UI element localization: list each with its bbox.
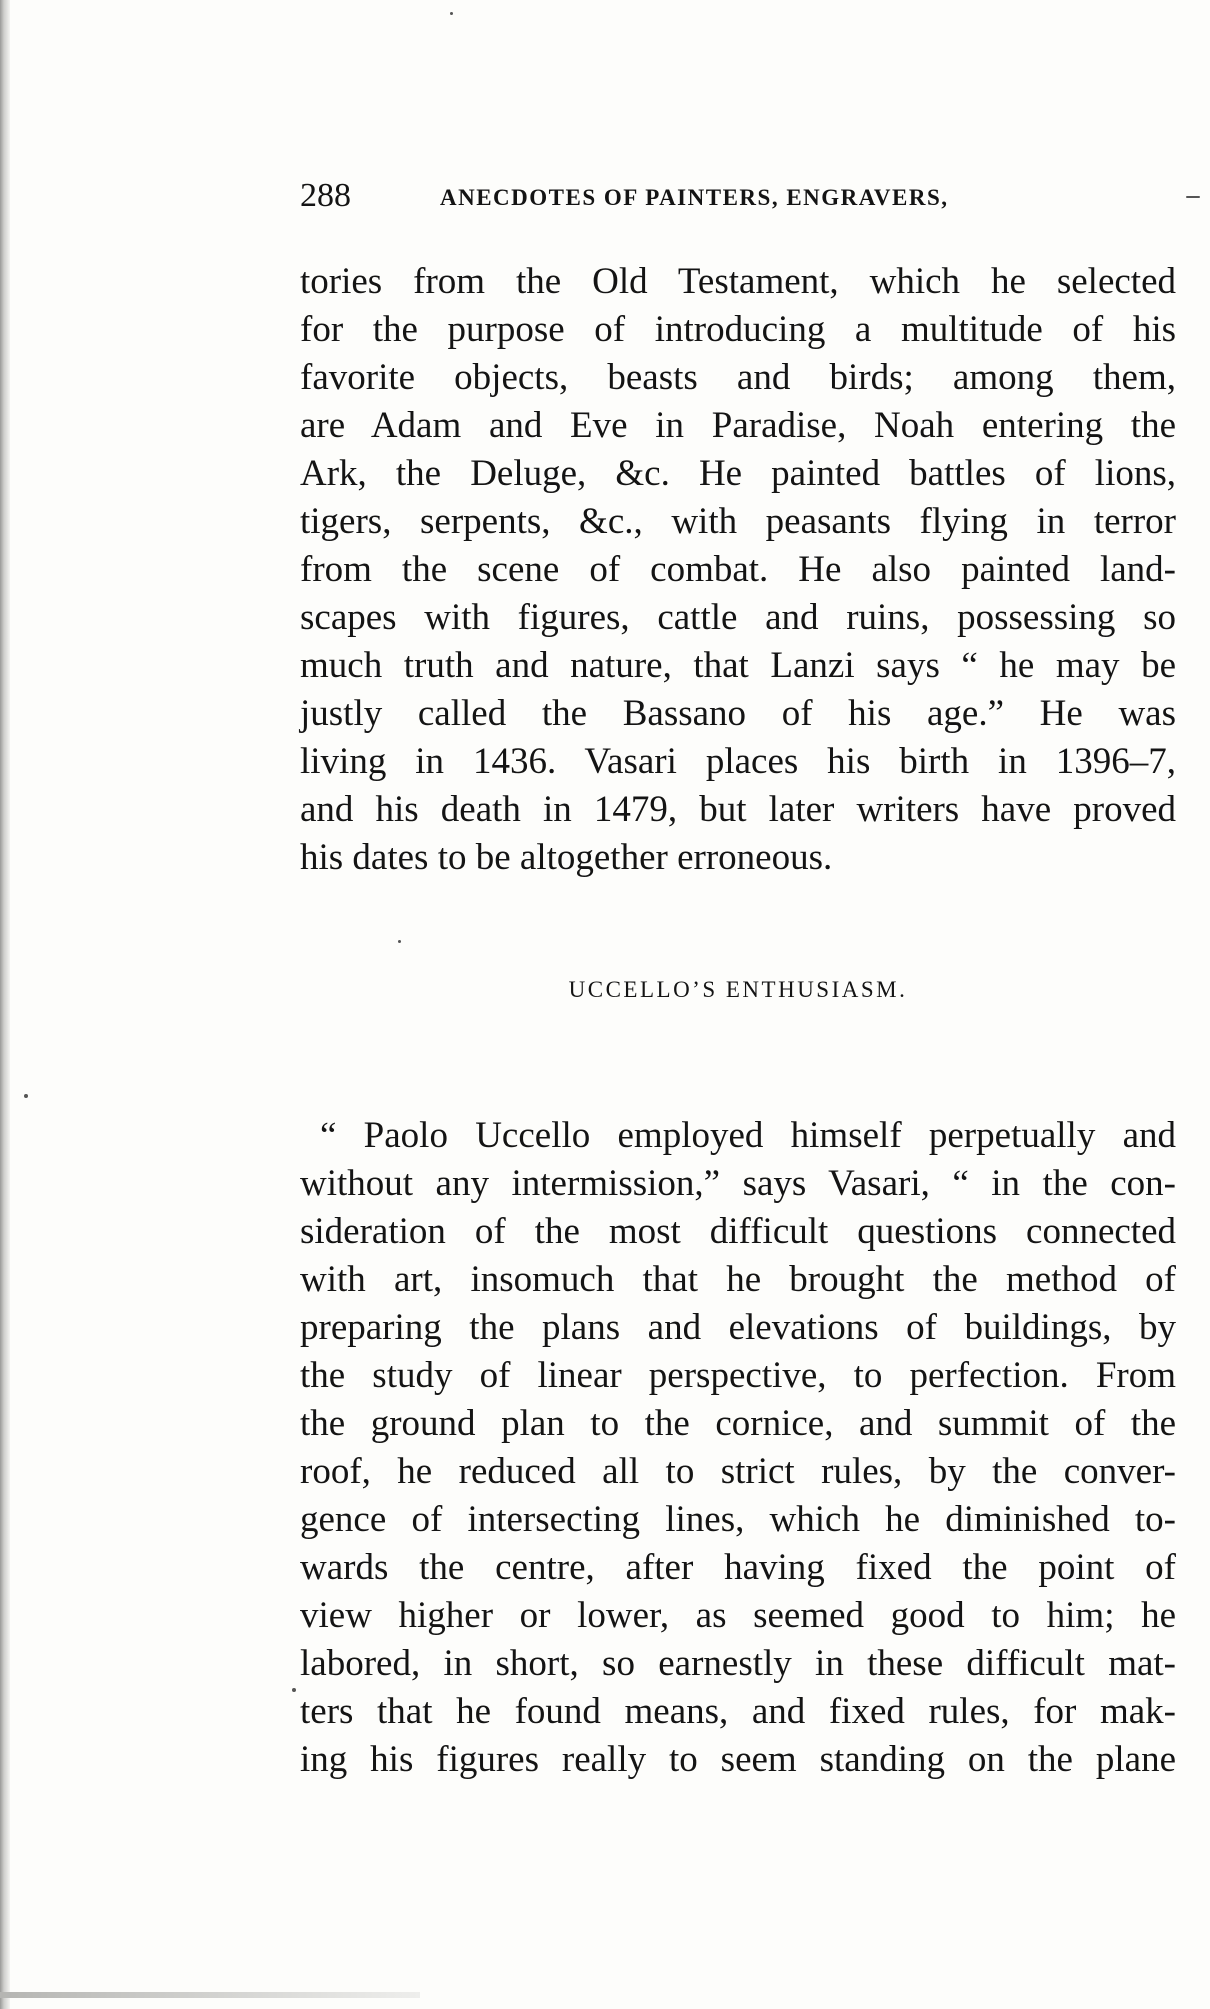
scan-speck [1186,196,1200,198]
text-line: ing his figures really to seem standing on the plane [300,1739,1176,1780]
text-line: “ Paolo Uccello employed himself perpetually and [320,1115,1176,1156]
text-line: from the scene of combat. He also painted land- [300,549,1176,590]
page-binding-edge [0,0,10,2009]
text-line: preparing the plans and elevations of buildings, by [300,1307,1176,1348]
paragraph-continued [300,258,1176,882]
text-line: wards the centre, after having fixed the point of [300,1547,1176,1588]
text-line: labored, in short, so earnestly in these difficult mat- [300,1643,1176,1684]
text-line: favorite objects, beasts and birds; among them, [300,357,1176,398]
text-line: the ground plan to the cornice, and summit of the [300,1403,1176,1444]
text-line: his dates to be altogether erroneous. [300,837,833,878]
text-line: sideration of the most difficult questions connected [300,1211,1176,1252]
page-bottom-edge [0,1992,420,1998]
page-header [300,176,1180,216]
text-line: the study of linear perspective, to perfection. From [300,1355,1176,1396]
page-number: 288 [300,177,351,214]
text-line: Ark, the Deluge, &c. He painted battles of lions, [300,453,1176,494]
scan-speck [24,1094,28,1098]
text-line: living in 1436. Vasari places his birth in 1396–7, [300,741,1176,782]
text-line: view higher or lower, as seemed good to him; he [300,1595,1176,1636]
text-line: with art, insomuch that he brought the method of [300,1259,1176,1300]
text-line: tigers, serpents, &c., with peasants flying in terror [300,501,1176,542]
scan-speck [292,1688,296,1692]
text-line: and his death in 1479, but later writers have proved [300,789,1176,830]
text-line: roof, he reduced all to strict rules, by the conver- [300,1451,1176,1492]
text-line: tories from the Old Testament, which he selected [300,261,1176,302]
scan-speck [450,12,453,15]
text-line: for the purpose of introducing a multitude of his [300,309,1176,350]
section-heading: UCCELLO’S ENTHUSIASM. [568,977,908,1002]
text-line: much truth and nature, that Lanzi says “ he may be [300,645,1176,686]
text-line: gence of intersecting lines, which he diminished to- [300,1499,1176,1540]
text-line: without any intermission,” says Vasari, “ in the con- [300,1163,1176,1204]
paragraph-uccello [300,1112,1176,1784]
text-line: justly called the Bassano of his age.” He was [300,693,1176,734]
scan-speck [398,940,401,943]
text-line: scapes with figures, cattle and ruins, possessing so [300,597,1176,638]
text-line: ters that he found means, and fixed rules, for mak- [300,1691,1176,1732]
text-line: are Adam and Eve in Paradise, Noah entering the [300,405,1176,446]
running-head: ANECDOTES OF PAINTERS, ENGRAVERS, [440,185,949,210]
